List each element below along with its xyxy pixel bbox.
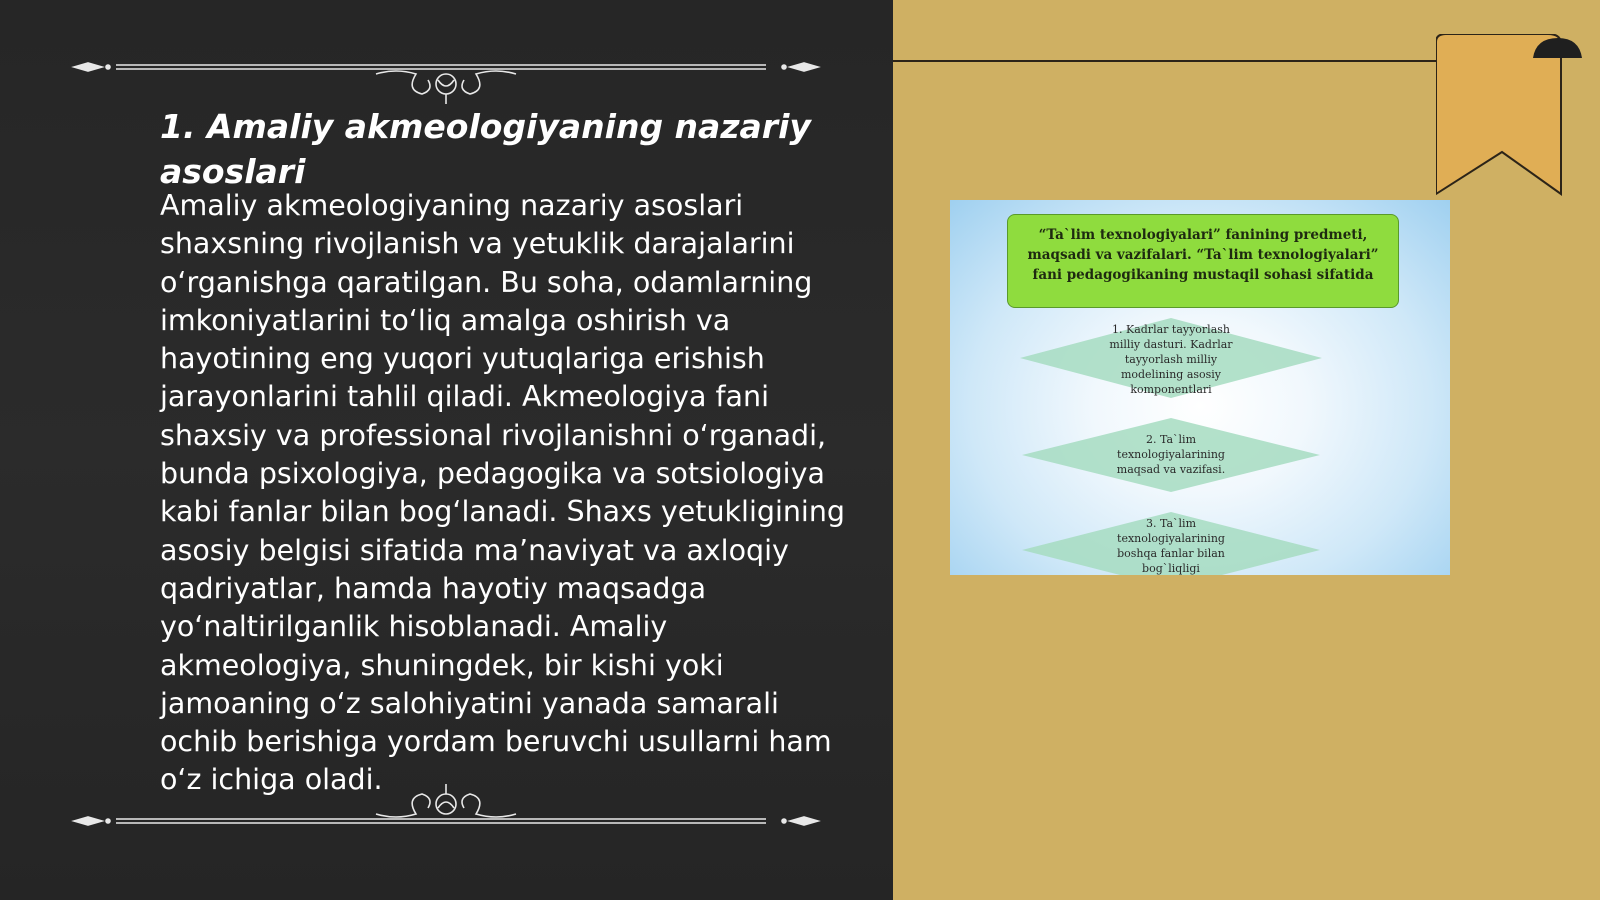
decorative-rule xyxy=(893,60,1453,62)
scroll-divider-icon xyxy=(66,782,826,838)
diagram-step-3: 3. Ta`lim texnologiyalarining boshqa fanlar bilan bog`liqligi xyxy=(1117,517,1225,575)
diagram-step-1: 1. Kadrlar tayyorlash milliy dasturi. Kadrlar tayyorlash milliy modelining asosiy komponentlari xyxy=(1109,323,1233,396)
slide-title: 1. Amaliy akmeologiyaning nazariy asoslari xyxy=(160,107,811,191)
slide-body-text: Amaliy akmeologiyaning nazariy asoslari shaxsning rivojlanish va yetuklik darajalarini o‘rganishga qaratilgan. Bu soha, odamlarning imkoniyatlarini to‘liq amalga oshirish va hayotining eng yuqori yutuqlariga erishish jarayonlarini tahlil qiladi. Akmeologiya fani shaxsiy va professional rivojlanishni o‘rganadi, bunda psixologiya, pedagogika va sotsiologiya kabi fanlar bilan bog‘lanadi. Shaxs yetukligining asosiy belgisi sifatida ma’naviyat va axloqiy qadriyatlar, hamda hayotiy maqsadga yo‘naltirilganlik hisoblanadi. Amaliy akmeologiya, shuningdek, bir kishi yoki jamoaning o‘z salohiyatini yanada samarali ochib berishiga yordam beruvchi usullarni ham o‘z ichiga oladi. xyxy=(160,189,846,797)
diagram-step-2: 2. Ta`lim texnologiyalarining maqsad va vazifasi. xyxy=(1116,433,1226,476)
scroll-divider-icon xyxy=(66,50,826,106)
bookmark-ribbon-icon xyxy=(1436,34,1586,204)
diagram-picture xyxy=(950,200,1450,575)
picture-header-box: “Ta`lim texnologiyalari” fanining predmeti, maqsadi va vazifalari. “Ta`lim texnologiyalari” fani pedagogikaning mustaqil sohasi sifatida xyxy=(1007,214,1399,308)
